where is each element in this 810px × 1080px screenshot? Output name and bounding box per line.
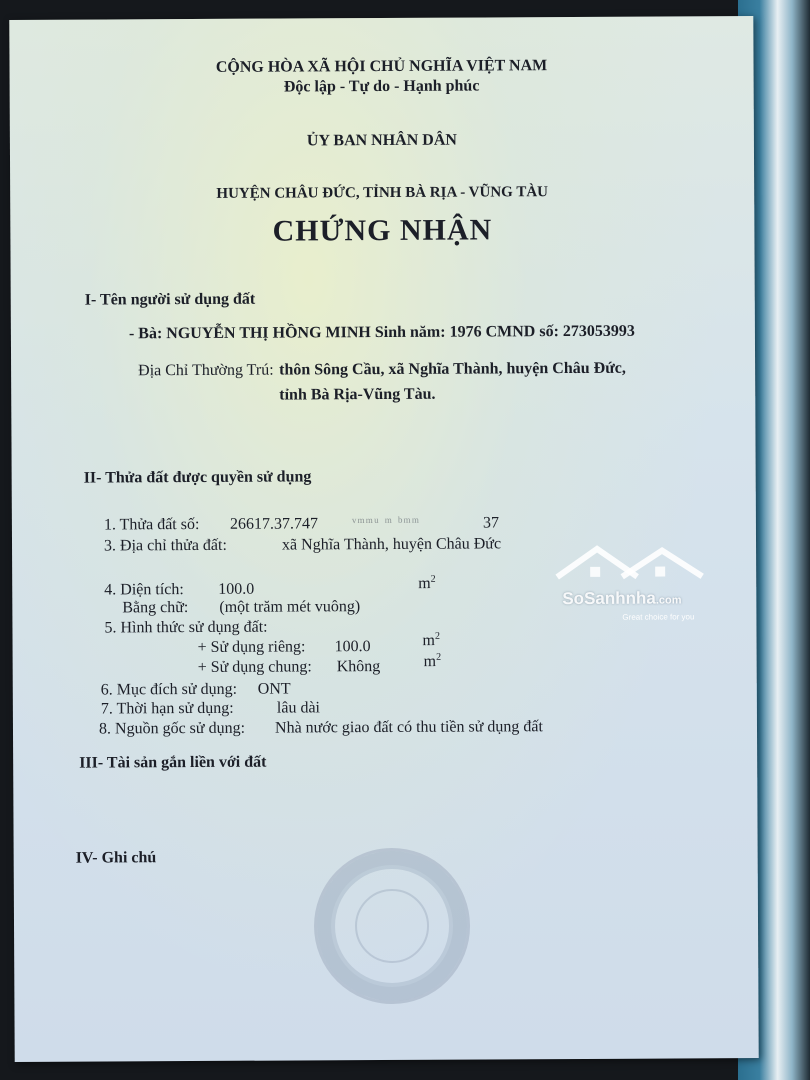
shared-use-unit: $m^2$ <box>423 651 442 671</box>
usage-form-label: 5. Hình thức sử dụng đất: <box>104 618 268 637</box>
shared-use-value: Không <box>336 658 381 676</box>
parcel-blurred-text: ᵛᵐᵐᵘ ᵐ ᵇᵐᵐ <box>351 514 421 532</box>
location-value: xã Nghĩa Thành, huyện Châu Đức <box>281 535 502 554</box>
seal-emblem <box>355 889 429 963</box>
owner-line: - Bà: NGUYỄN THỊ HỒNG MINH Sinh năm: 1976 CMND số: 273053993 <box>128 322 635 343</box>
origin-value: Nhà nước giao đất có thu tiền sử dụng đất <box>274 718 543 737</box>
motto: Độc lập - Tự do - Hạnh phúc <box>283 77 480 96</box>
nation-header: CỘNG HÒA XÃ HỘI CHỦ NGHĨA VIỆT NAM <box>215 57 548 76</box>
authority: ỦY BAN NHÂN DÂN <box>306 131 457 150</box>
watermark-tagline: Great choice for you <box>622 612 695 622</box>
section-4-heading: IV- Ghi chú <box>75 849 157 867</box>
private-use-value: 100.0 <box>334 638 371 656</box>
area-label: 4. Diện tích: <box>104 581 184 599</box>
area-unit: $m^2$ <box>418 573 436 593</box>
private-use-label: + Sử dụng riêng: <box>197 638 306 656</box>
purpose-value: ONT <box>257 680 291 698</box>
area-value: 100.0 <box>218 580 255 598</box>
section-1-heading: I- Tên người sử dụng đất <box>84 290 256 309</box>
address-line-1: thôn Sông Cầu, xã Nghĩa Thành, huyện Châu Đức, <box>279 359 626 379</box>
address-label: Địa Chỉ Thường Trú: <box>138 361 274 380</box>
purpose-label: 6. Mục đích sử dụng: <box>100 680 238 699</box>
words-value: (một trăm mét vuông) <box>219 598 361 616</box>
origin-label: 8. Nguồn gốc sử dụng: <box>98 719 246 738</box>
section-2-heading: II- Thửa đất được quyền sử dụng <box>83 468 312 487</box>
embossed-seal <box>314 848 471 1005</box>
district: HUYỆN CHÂU ĐỨC, TỈNH BÀ RỊA - VŨNG TÀU <box>216 184 549 202</box>
parcel-suffix: 37 <box>482 514 499 532</box>
watermark-brand: SoSanhnha.com <box>562 588 682 609</box>
section-3-heading: III- Tài sản gắn liền với đất <box>79 753 267 772</box>
parcel-value: 26617.37.747 <box>229 515 318 533</box>
location-label: 3. Địa chỉ thửa đất: <box>103 536 227 555</box>
parcel-label: 1. Thửa đất số: <box>103 515 200 534</box>
words-label: Bằng chữ: <box>122 599 189 617</box>
term-label: 7. Thời hạn sử dụng: <box>100 699 234 718</box>
house-roof-icon <box>552 536 712 592</box>
document-title: CHỨNG NHẬN <box>272 213 493 248</box>
certificate-page <box>9 16 758 1062</box>
private-use-unit: $m^2$ <box>422 630 440 650</box>
sosanhnha-watermark <box>552 536 722 627</box>
term-value: lâu dài <box>276 699 321 717</box>
shared-use-label: + Sử dụng chung: <box>197 658 312 676</box>
address-line-2: tỉnh Bà Rịa-Vũng Tàu. <box>279 385 436 404</box>
